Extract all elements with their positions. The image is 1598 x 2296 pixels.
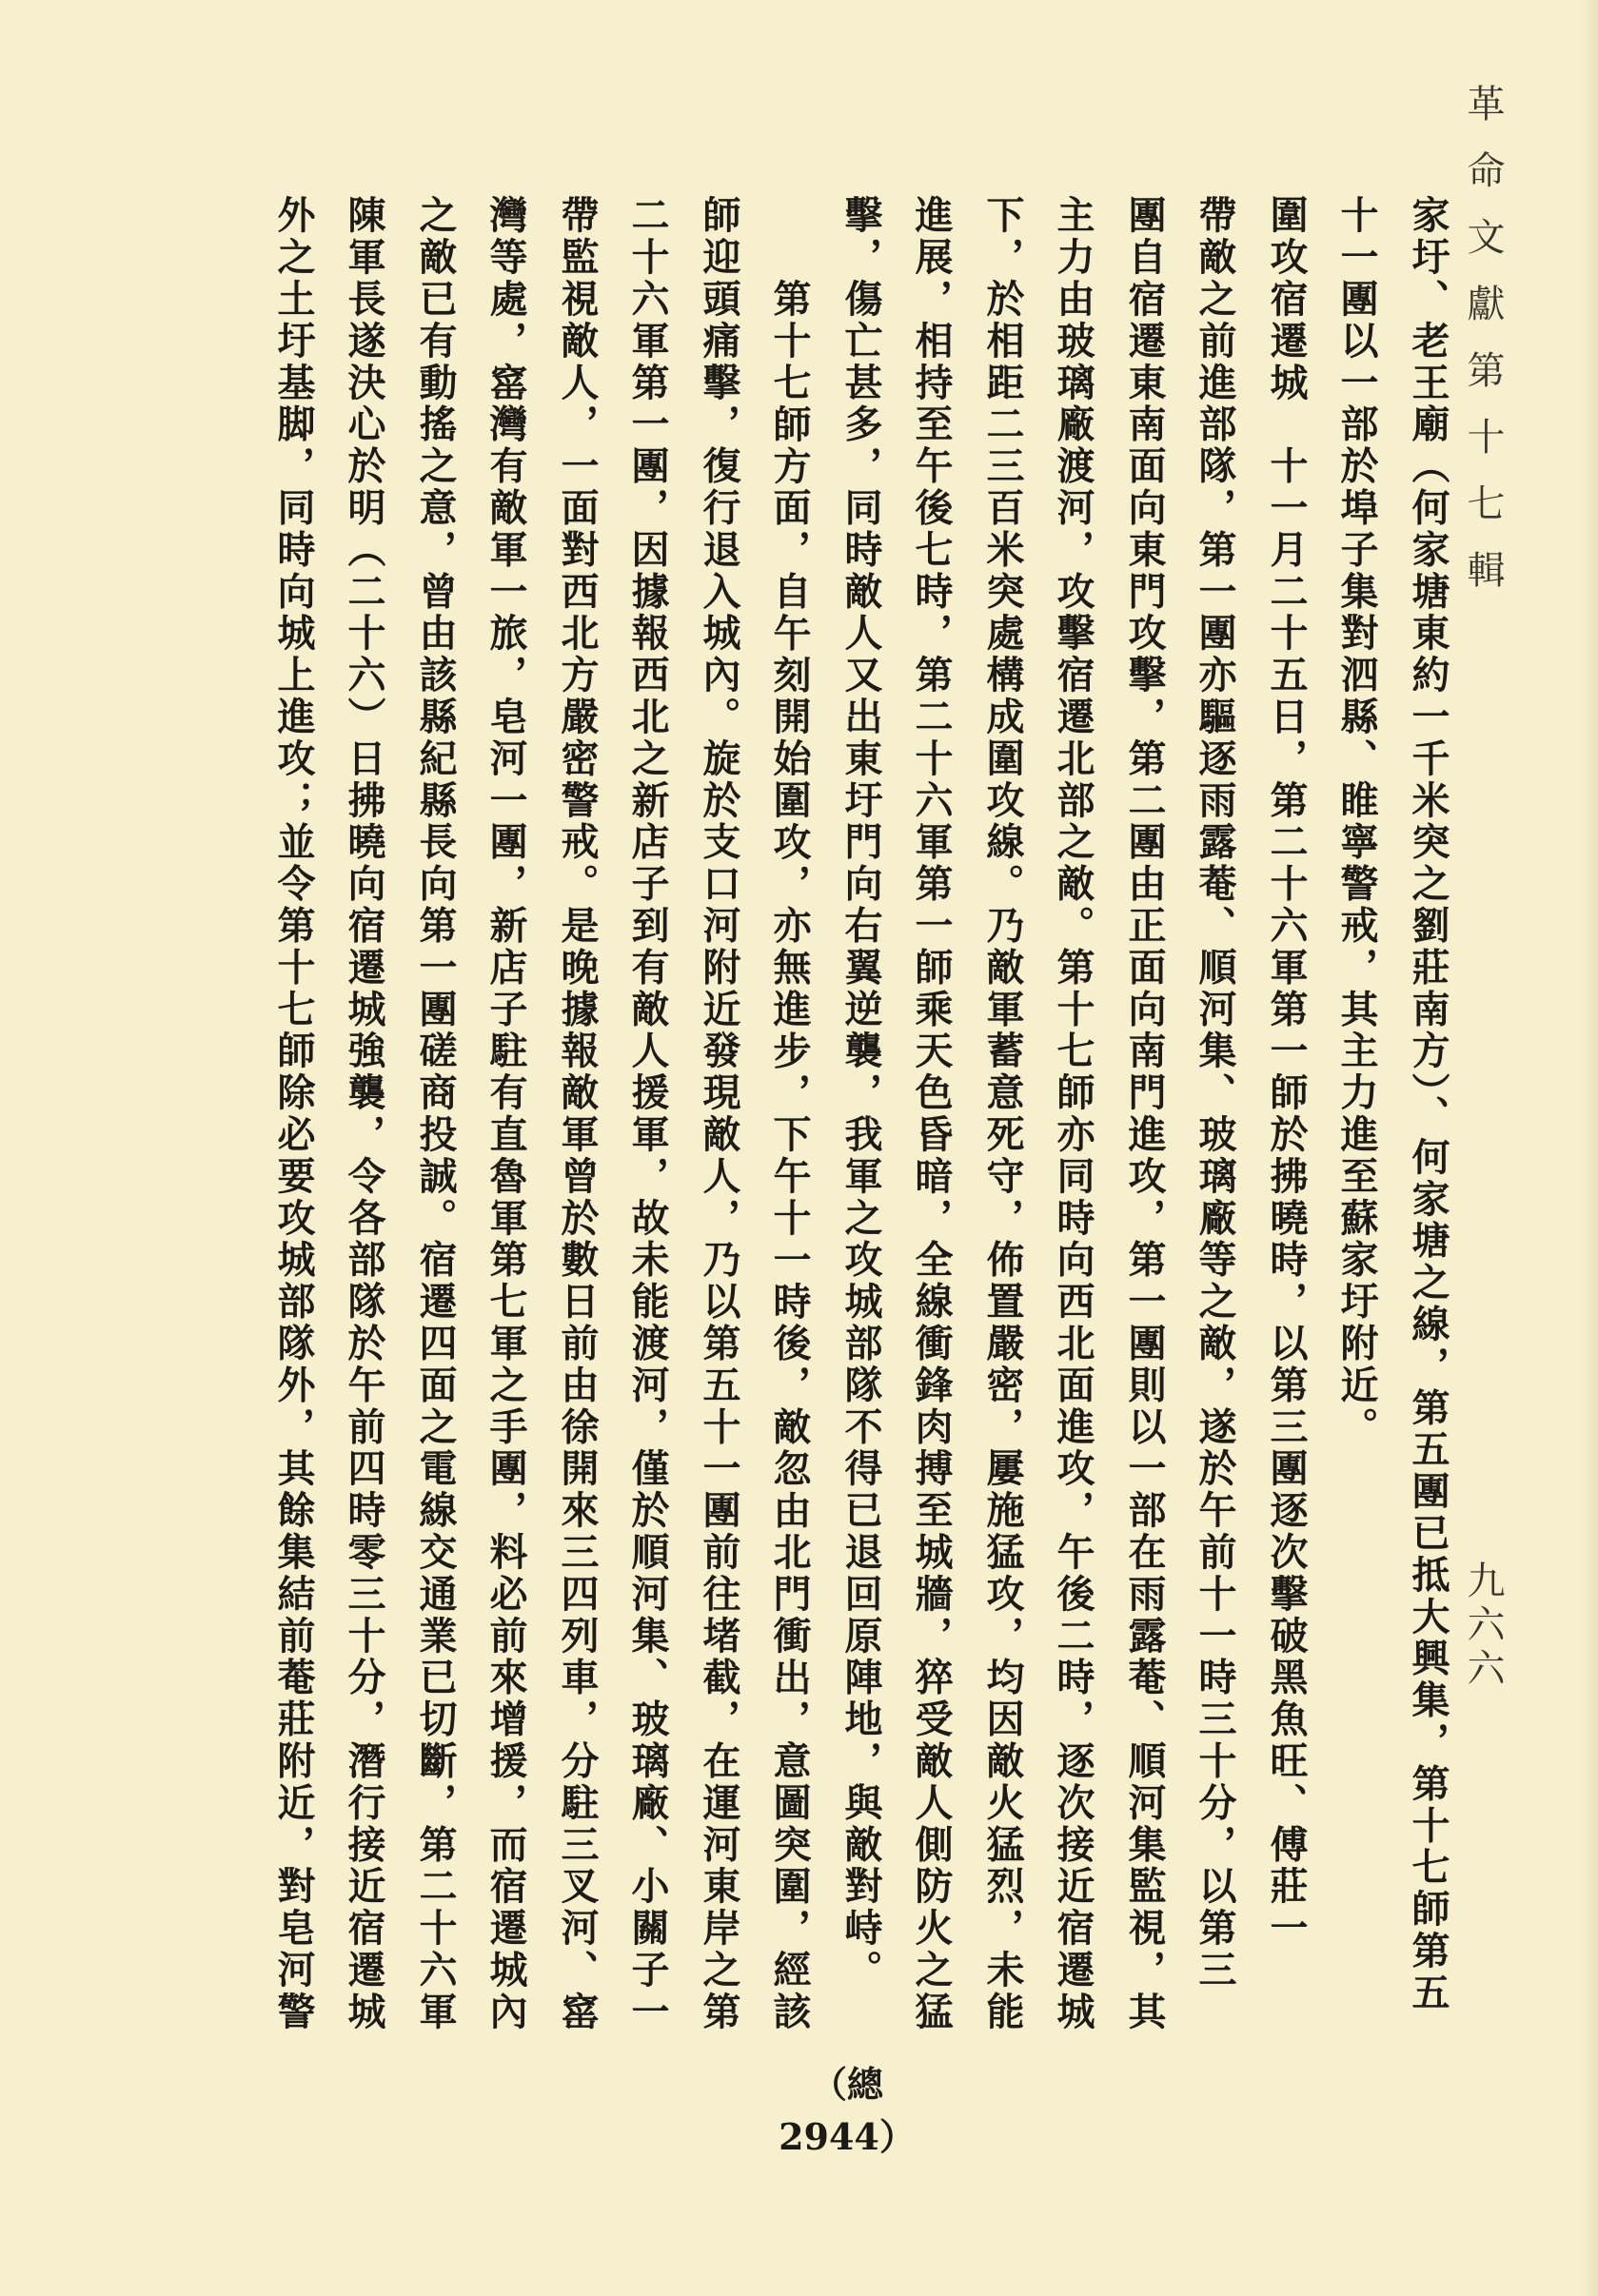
text-column: 陳軍長遂決心於明（二十六）日拂曉向宿遷城強襲，令各部隊於午前四時零三十分，潛行接近宿遷城 bbox=[342, 195, 386, 2033]
text-column: 外之土圩基脚，同時向城上進攻；並令第十七師除必要攻城部隊外，其餘集結前菴莊附近，對皂河警 bbox=[271, 195, 316, 2033]
text-column: 擊，傷亡甚多，同時敵人又出東圩門向右翼逆襲，我軍之攻城部隊不得已退回原陣地，與敵對峙。 bbox=[838, 195, 883, 1992]
page-edge-shadow bbox=[1581, 0, 1598, 2296]
text-column: 家圩、老王廟（何家塘東約一千米突之劉莊南方）、何家塘之線，第五團已抵大興集，第十七師第五 bbox=[1406, 195, 1450, 2014]
section-heading: 圍攻宿遷城 bbox=[1264, 195, 1309, 404]
text-column: 主力由玻璃廠渡河，攻擊宿遷北部之敵。第十七師亦同時向西北面進攻，午後二時，逐次接近宿遷城 bbox=[1051, 195, 1095, 2033]
page-number: 九六六 bbox=[1461, 1560, 1505, 1692]
text-column: 帶監視敵人，一面對西北方嚴密警戒。是晚據報敵軍曾於數日前由徐開來三四列車，分駐三叉河、窰 bbox=[555, 195, 600, 2033]
text-column: 進展，相持至午後七時，第二十六軍第一師乘天色昏暗，全線衝鋒肉搏至城牆，猝受敵人側防火之猛 bbox=[909, 195, 954, 2033]
text-column: 下，於相距二三百米突處構成圍攻線。乃敵軍蓄意死守，佈置嚴密，屢施猛攻，均因敵火猛烈，未能 bbox=[980, 195, 1025, 2033]
text-column: 二十六軍第一團，因據報西北之新店子到有敵人援軍，故未能渡河，僅於順河集、玻璃廠、小關子一 bbox=[625, 195, 670, 2033]
text-column: 團自宿遷東南面向東門攻擊，第二團由正面向南門進攻，第一團則以一部在雨露菴、順河集監視，其 bbox=[1122, 195, 1167, 2033]
text-column: 灣等處，窰灣有敵軍一旅，皂河一團，新店子駐有直魯軍第七軍之手團，料必前來增援，而宿遷城內 bbox=[483, 195, 528, 2033]
text-column: 帶敵之前進部隊，第一團亦驅逐雨露菴、順河集、玻璃廠等之敵，遂於午前十一時三十分，以第三 bbox=[1193, 195, 1237, 1992]
total-page-number: （總2944） bbox=[779, 2063, 916, 2158]
text-column: 十一團以一部於埠子集對泗縣、睢寧警戒，其主力進至蘇家圩附近。 bbox=[1334, 195, 1379, 1448]
text-column-content: 十一月二十五日，第二十六軍第一師於拂曉時，以第三團逐次擊破黑魚旺、傅莊一 bbox=[1264, 403, 1309, 1950]
text-column bbox=[1257, 195, 1314, 2060]
text-column: 第十七師方面，自午刻開始圍攻，亦無進步，下午十一時後，敵忽由北門衝出，意圖突圍，經該 bbox=[767, 279, 812, 2033]
running-header-title: 革命文獻第十七輯 bbox=[1461, 84, 1505, 617]
text-column: 之敵已有動搖之意，曾由該縣紀縣長向第一團磋商投誠。宿遷四面之電線交通業已切斷，第二十六軍 bbox=[413, 195, 458, 2033]
text-column: 師迎頭痛擊，復行退入城內。旋於支口河附近發現敵人，乃以第五十一團前往堵截，在運河東岸之第 bbox=[697, 195, 741, 2033]
